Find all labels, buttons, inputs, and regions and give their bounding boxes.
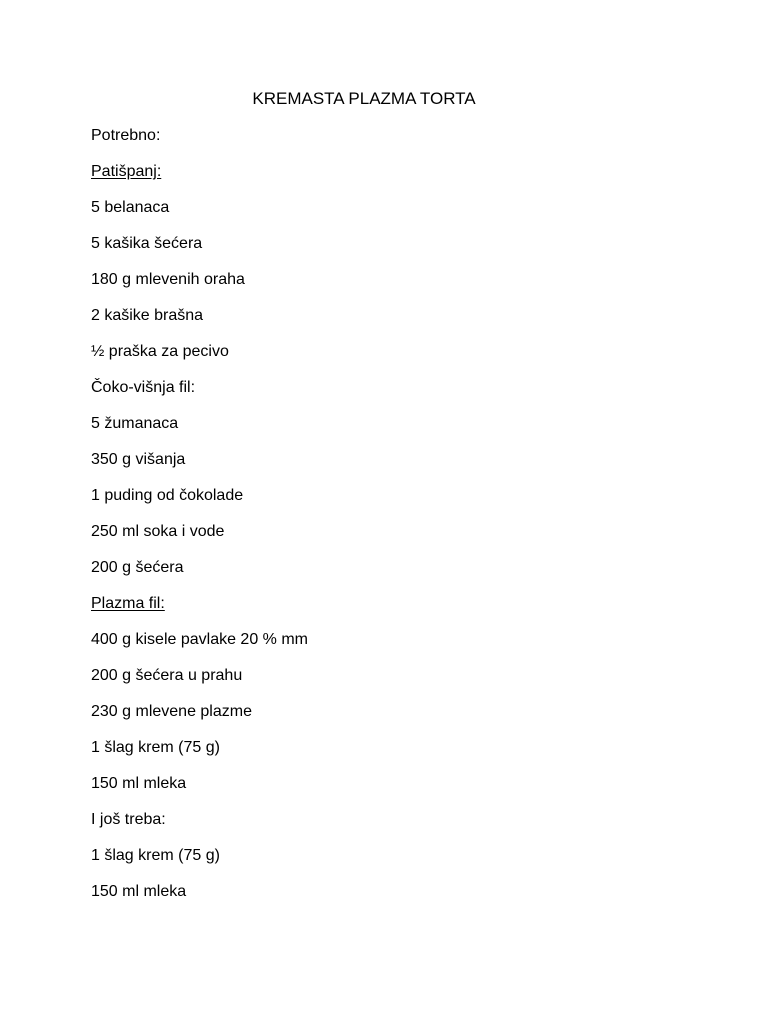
line-text: 2 kašike brašna <box>91 307 204 324</box>
line-text: 200 g šećera u prahu <box>91 667 243 684</box>
document-line <box>91 520 308 556</box>
line-text: Potrebno: <box>91 127 161 144</box>
line-text: 230 g mlevene plazme <box>91 703 252 720</box>
document-title: KREMASTA PLAZMA TORTA <box>252 89 476 108</box>
document-line <box>91 664 308 700</box>
section-heading <box>91 160 308 196</box>
document-line <box>91 880 308 916</box>
ingredient-list <box>91 124 308 916</box>
document-line <box>91 196 308 232</box>
section-heading <box>91 592 308 628</box>
document-line <box>91 628 308 664</box>
line-text: 5 žumanaca <box>91 415 179 432</box>
document-line <box>91 808 308 844</box>
line-text: 350 g višanja <box>91 451 186 468</box>
line-text: I još treba: <box>91 811 166 828</box>
line-text: 150 ml mleka <box>91 775 187 792</box>
line-text: Čoko-višnja fil: <box>91 379 196 396</box>
line-text: 5 belanaca <box>91 199 170 216</box>
document-line <box>91 304 308 340</box>
document-line <box>91 772 308 808</box>
document-line <box>91 124 308 160</box>
document-line <box>91 412 308 448</box>
line-text: ½ praška za pecivo <box>91 343 229 360</box>
document-line <box>91 232 308 268</box>
document-line <box>91 376 308 412</box>
line-text: 5 kašika šećera <box>91 235 203 252</box>
document-line <box>91 700 308 736</box>
document-line <box>91 268 308 304</box>
line-text: 150 ml mleka <box>91 883 187 900</box>
line-text: 200 g šećera <box>91 559 184 576</box>
line-text: 1 šlag krem (75 g) <box>91 847 220 864</box>
line-text: Patišpanj: <box>91 163 162 180</box>
line-text: 1 šlag krem (75 g) <box>91 739 220 756</box>
line-text: 180 g mlevenih oraha <box>91 271 245 288</box>
document-line <box>91 844 308 880</box>
line-text: 400 g kisele pavlake 20 % mm <box>91 631 308 648</box>
document-line <box>91 448 308 484</box>
document-line <box>91 340 308 376</box>
document-line <box>91 556 308 592</box>
line-text: Plazma fil: <box>91 595 165 612</box>
line-text: 250 ml soka i vode <box>91 523 225 540</box>
document-line <box>91 484 308 520</box>
document-line <box>91 736 308 772</box>
line-text: 1 puding od čokolade <box>91 487 244 504</box>
